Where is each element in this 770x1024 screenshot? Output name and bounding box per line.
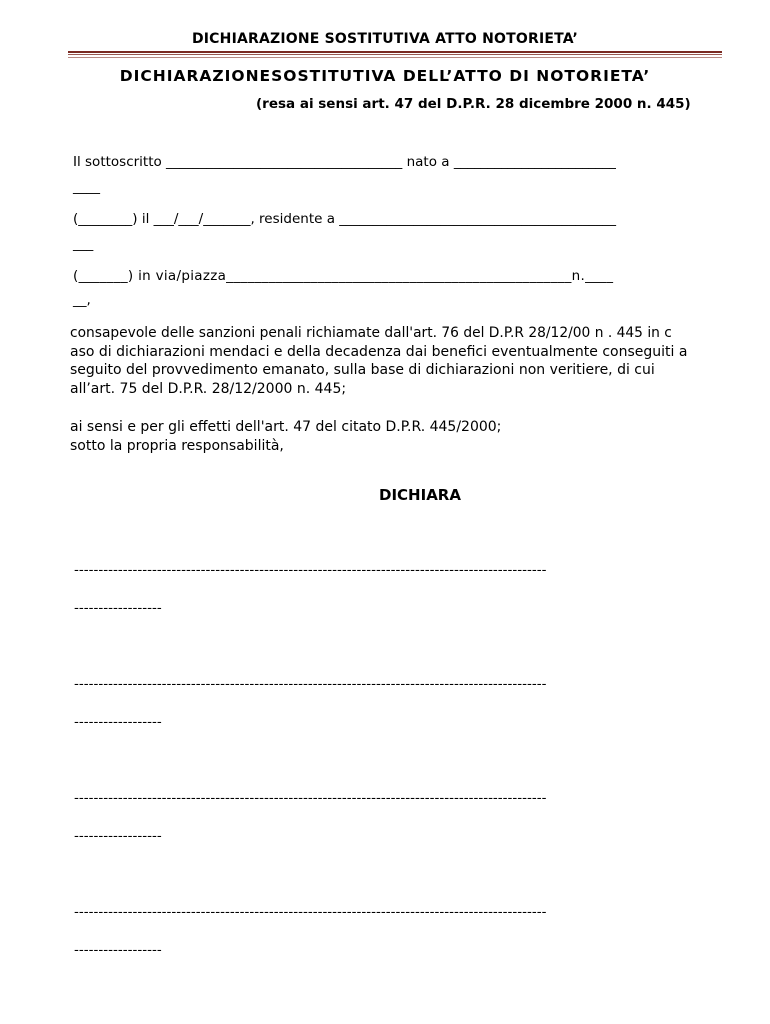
dash-line-short: ------------------ (74, 828, 162, 844)
field-line-address-text: (_______) in via/piazza_________________________________________________n.____ (73, 268, 614, 284)
field-line-name-birthplace: Il sottoscritto ___________________________________ nato a ________________________ (73, 154, 616, 170)
dash-line: ------------------------------------------------------------------------------------------------- (74, 904, 547, 920)
header-title: DICHIARAZIONE SOSTITUTIVA ATTO NOTORIETA’ (191, 31, 579, 47)
paragraph-line: ai sensi e per gli effetti dell'art. 47 del citato D.P.R. 445/2000; (70, 419, 502, 435)
paragraph-line: sotto la propria responsabilità, (70, 438, 284, 454)
dash-line: ------------------------------------------------------------------------------------------------- (74, 562, 547, 578)
paragraph-line: consapevole delle sanzioni penali richiamate dall'art. 76 del D.P.R 28/12/00 n . 445 in c (70, 325, 672, 341)
document-subtitle: (resa ai sensi art. 47 del D.P.R. 28 dicembre 2000 n. 445) (256, 96, 691, 112)
field-line-birthdate-residence: (________) il ___/___/_______, residente a _________________________________________ (73, 211, 617, 227)
field-line-name-birthplace-wrap: ____ (73, 179, 100, 195)
paragraph-line: aso di dichiarazioni mendaci e della decadenza dai benefici eventualmente conseguiti a (70, 344, 688, 360)
paragraph-line: all’art. 75 del D.P.R. 28/12/2000 n. 445; (70, 381, 347, 397)
dash-line: ------------------------------------------------------------------------------------------------- (74, 676, 547, 692)
dash-line-short: ------------------ (74, 600, 162, 616)
dash-line-short: ------------------ (74, 714, 162, 730)
declare-heading: DICHIARA (379, 486, 461, 504)
dash-line: ------------------------------------------------------------------------------------------------- (74, 790, 547, 806)
header-rule-faint (68, 57, 722, 58)
dash-line-short: ------------------ (74, 942, 162, 958)
field-line-birthdate-residence-wrap: ___ (73, 236, 94, 252)
paragraph-line: seguito del provvedimento emanato, sulla base di dichiarazioni non veritiere, di cui (70, 362, 655, 378)
header-rule-thin (68, 54, 722, 55)
field-line-address-wrap: __, (73, 292, 91, 308)
header-rule (68, 51, 722, 53)
document-title: DICHIARAZIONESOSTITUTIVA DELL’ATTO DI NOTORIETA’ (119, 67, 651, 85)
field-line-address (73, 268, 613, 284)
